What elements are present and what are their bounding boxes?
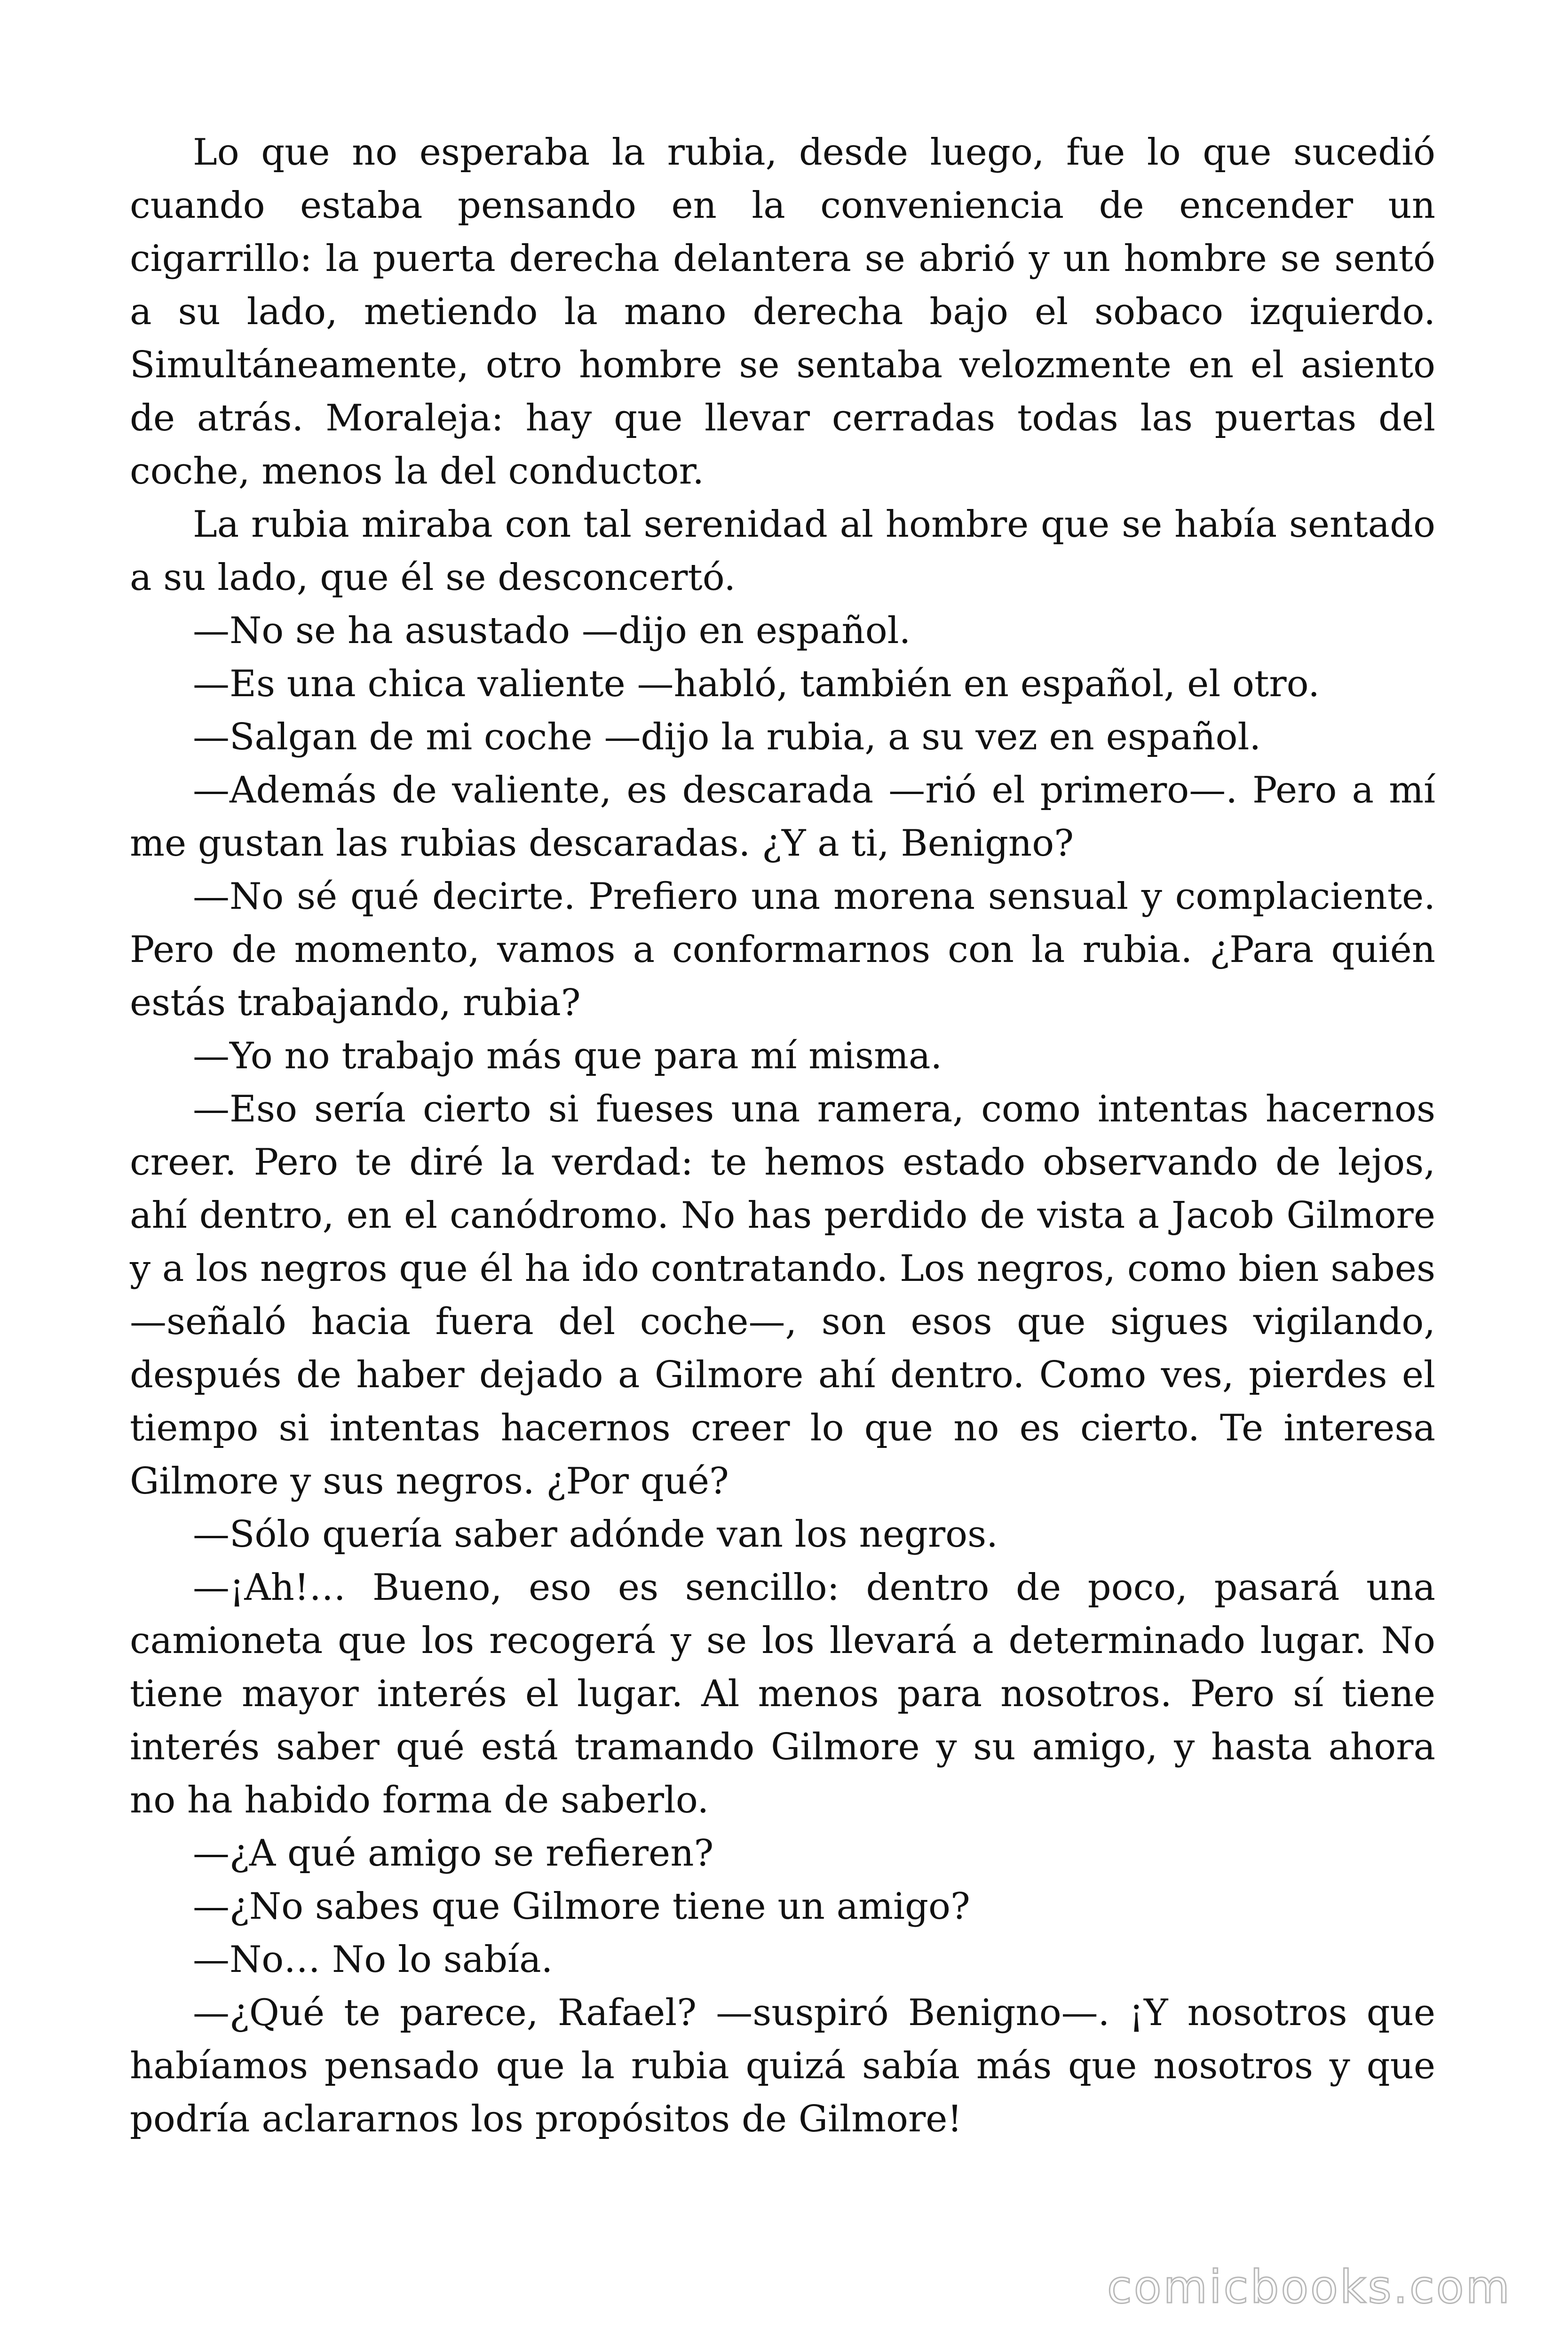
paragraph-14: —No… No lo sabía. (193, 1939, 553, 1981)
paragraph-5: —Salgan de mi coche —dijo la rubia, a su vez en español. (193, 716, 1261, 758)
paragraph-9: —Eso sería cierto si fueses una ramera, como intentas hacernos creer. Pero te diré la verdad: te hemos estado observando de lejos, ahí dentro, en el canódromo. No has perdido de vista a Jacob Gilmore y a los negros que él ha ido contratando. Los negros, como bien sabes —señaló hacia fuera del coche—, son esos que sigues vigilando, después de haber dejado a Gilmore ahí dentro. Como ves, pierdes el tiempo si intentas hacernos creer lo que no es cierto. Te interesa Gilmore y sus negros. ¿Por qué? (130, 1088, 1435, 1502)
paragraph-2: La rubia miraba con tal serenidad al hombre que se había sentado a su lado, que él se desconcertó. (130, 503, 1435, 599)
watermark: comicbooks.com (1107, 2261, 1512, 2313)
paragraph-15: —¿Qué te parece, Rafael? —suspiró Benigno—. ¡Y nosotros que habíamos pensado que la rubia quizá sabía más que nosotros y que podría aclararnos los propósitos de Gilmore! (130, 1992, 1435, 2140)
paragraph-4: —Es una chica valiente —habló, también en español, el otro. (193, 663, 1320, 705)
paragraph-7: —No sé qué decirte. Prefiero una morena sensual y complaciente. Pero de momento, vamos a conformarnos con la rubia. ¿Para quién estás trabajando, rubia? (130, 875, 1435, 1024)
paragraph-10: —Sólo quería saber adónde van los negros. (193, 1513, 998, 1556)
paragraph-3: —No se ha asustado —dijo en español. (193, 610, 911, 652)
paragraph-13: —¿No sabes que Gilmore tiene un amigo? (193, 1885, 970, 1928)
body-text (130, 126, 1435, 2146)
paragraph-12: —¿A qué amigo se refieren? (193, 1832, 714, 1875)
paragraph-6: —Además de valiente, es descarada —rió el primero—. Pero a mí me gustan las rubias descaradas. ¿Y a ti, Benigno? (130, 769, 1435, 865)
paragraph-1: Lo que no esperaba la rubia, desde luego, fue lo que sucedió cuando estaba pensando en la conveniencia de encender un cigarrillo: la puerta derecha delantera se abrió y un hombre se sentó a su lado, metiendo la mano derecha bajo el sobaco izquierdo. Simultáneamente, otro hombre se sentaba velozmente en el asiento de atrás. Moraleja: hay que llevar cerradas todas las puertas del coche, menos la del conductor. (130, 131, 1435, 493)
paragraph-8: —Yo no trabajo más que para mí misma. (193, 1035, 942, 1077)
paragraph-11: —¡Ah!… Bueno, eso es sencillo: dentro de poco, pasará una camioneta que los recogerá y se los llevará a determinado lugar. No tiene mayor interés el lugar. Al menos para nosotros. Pero sí tiene interés saber qué está tramando Gilmore y su amigo, y hasta ahora no ha habido forma de saberlo. (130, 1566, 1435, 1821)
